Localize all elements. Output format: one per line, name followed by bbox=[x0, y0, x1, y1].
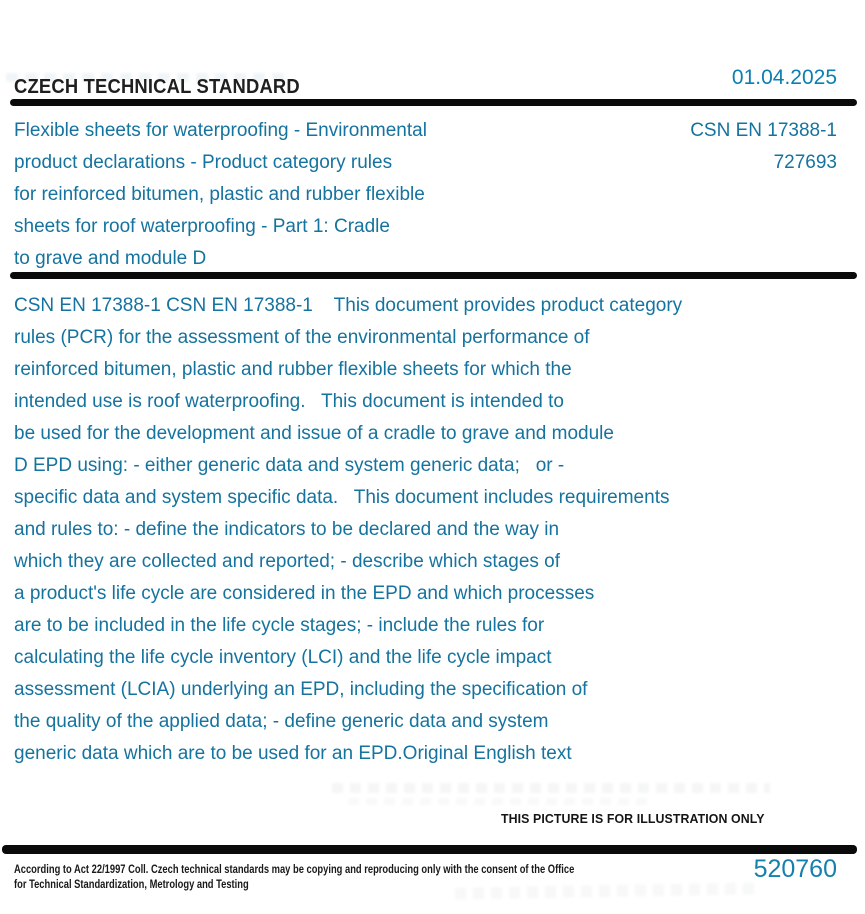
standard-title-line: Flexible sheets for waterproofing - Environmental bbox=[14, 120, 427, 141]
abstract-line: assessment (LCIA) underlying an EPD, including the specification of bbox=[14, 679, 588, 700]
abstract-line: rules (PCR) for the assessment of the environmental performance of bbox=[14, 327, 590, 348]
copyright-line: According to Act 22/1997 Coll. Czech technical standards may be copying and reproducing only with the consent of the Office bbox=[14, 862, 575, 876]
standard-identifiers bbox=[690, 115, 837, 179]
standard-code: CSN EN 17388-1 bbox=[690, 120, 837, 141]
abstract-line: intended use is roof waterproofing. This document is intended to bbox=[14, 391, 564, 412]
title-divider bbox=[10, 272, 857, 279]
abstract-line: CSN EN 17388-1 CSN EN 17388-1 This document provides product category bbox=[14, 295, 683, 316]
abstract-line: specific data and system specific data. This document includes requirements bbox=[14, 487, 670, 508]
footer-divider bbox=[2, 845, 857, 854]
order-number: 520760 bbox=[753, 855, 837, 883]
standard-title-line: sheets for roof waterproofing - Part 1: Cradle bbox=[14, 216, 390, 237]
standard-title-line: for reinforced bitumen, plastic and rubber flexible bbox=[14, 184, 425, 205]
standard-title-line: product declarations - Product category rules bbox=[14, 152, 393, 173]
abstract-line: generic data which are to be used for an EPD.Original English text bbox=[14, 743, 572, 764]
class-number: 727693 bbox=[773, 152, 837, 173]
abstract-line: and rules to: - define the indicators to be declared and the way in bbox=[14, 519, 560, 540]
copyright-notice bbox=[14, 862, 574, 892]
illustration-only-notice: THIS PICTURE IS FOR ILLUSTRATION ONLY bbox=[501, 811, 765, 826]
issue-date: 01.04.2025 bbox=[731, 66, 837, 89]
copyright-line: for Technical Standardization, Metrology and Testing bbox=[14, 877, 249, 891]
standard-title bbox=[14, 115, 427, 275]
abstract-line: the quality of the applied data; - define generic data and system bbox=[14, 711, 549, 732]
standard-title-line: to grave and module D bbox=[14, 248, 207, 269]
abstract-line: be used for the development and issue of a cradle to grave and module bbox=[14, 423, 614, 444]
abstract-line: calculating the life cycle inventory (LCI) and the life cycle impact bbox=[14, 647, 552, 668]
abstract-line: a product's life cycle are considered in the EPD and which processes bbox=[14, 583, 595, 604]
abstract-line: which they are collected and reported; - describe which stages of bbox=[14, 551, 561, 572]
abstract-line: D EPD using: - either generic data and system generic data; or - bbox=[14, 455, 565, 476]
abstract-text bbox=[14, 290, 682, 770]
watermark-smudge bbox=[332, 783, 770, 793]
abstract-line: reinforced bitumen, plastic and rubber flexible sheets for which the bbox=[14, 359, 572, 380]
page-title: CZECH TECHNICAL STANDARD bbox=[14, 76, 300, 98]
abstract-line: are to be included in the life cycle stages; - include the rules for bbox=[14, 615, 545, 636]
watermark-smudge bbox=[348, 798, 648, 805]
header-divider bbox=[10, 99, 857, 106]
